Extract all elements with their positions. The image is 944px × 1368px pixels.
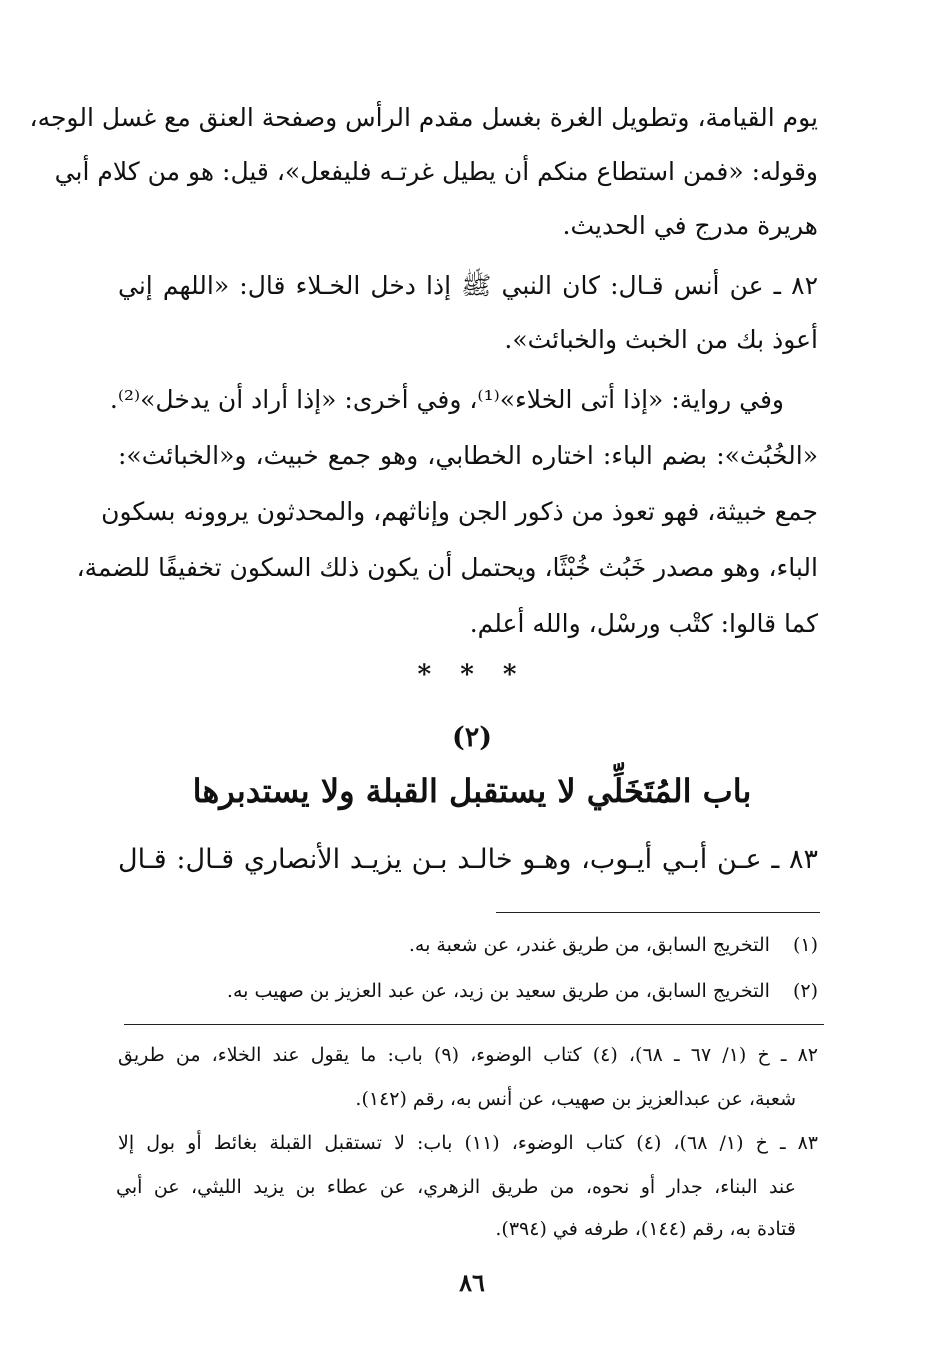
- footnote-1: [118, 930, 818, 962]
- footnote-2: [118, 976, 818, 1008]
- hadith-82-line-1: ٨٢ ـ عن أنس قـال: كان النبي ﷺ إذا دخل الخـلاء قال: «اللهم إني: [118, 271, 818, 300]
- hadith-82-line-2: أعوذ بك من الخبث والخبائث».: [504, 325, 818, 354]
- chapter-title: باب المُتَخَلِّي لا يستقبل القبلة ولا يستدبرها: [192, 772, 752, 810]
- source-82-line-2: شعبة، عن عبدالعزيز بن صهيب، عن أنس به، رقم (١٤٢).: [355, 1088, 796, 1110]
- commentary-line-3: الباء، وهو مصدر خَبُث خُبْثًا، ويحتمل أن يكون ذلك السكون تخفيفًا للضمة،: [76, 553, 818, 582]
- footnote-text: التخريج السابق، من طريق سعيد بن زيد، عن عبد العزيز بن صهيب به.: [226, 980, 770, 1002]
- chapter-number: (٢): [451, 722, 493, 753]
- commentary-line-1: «الخُبُث»: بضم الباء: اختاره الخطابي، وهو جمع خبيث، و«الخبائث»:: [118, 441, 818, 470]
- footnote-number: (١): [792, 934, 818, 956]
- footnote-number: (٢): [792, 980, 818, 1002]
- footnote-rule: [496, 912, 820, 913]
- body-line-2: وقوله: «فمن استطاع منكم أن يطيل غرتـه فليفعل»، قيل: هو من كلام أبي: [54, 157, 818, 186]
- sources-rule: [124, 1024, 824, 1025]
- commentary-line-4: كما قالوا: كتْب ورسْل، والله أعلم.: [469, 609, 818, 638]
- source-82-line-1: ٨٢ ـ خ (١/ ٦٧ ـ ٦٨)، (٤) كتاب الوضوء، (٩) باب: ما يقول عند الخلاء، من طريق: [118, 1044, 818, 1066]
- source-83-line-3: قتادة به، رقم (١٤٤)، طرفه في (٣٩٤).: [495, 1218, 796, 1240]
- page-number: ٨٦: [459, 1268, 485, 1297]
- body-line-1: يوم القيامة، وتطويل الغرة بغسل مقدم الرأس وصفحة العنق مع غسل الوجه،: [29, 103, 818, 132]
- source-83-line-2: عند البناء، جدار أو نحوه، من طريق الزهري، عن عطاء بن يزيد الليثي، عن أبي: [116, 1176, 796, 1198]
- commentary-line-2: جمع خبيثة، فهو تعوذ من ذكور الجن وإناثهم، والمحدثون يروونه بسكون: [101, 497, 818, 526]
- section-separator: * * *: [417, 660, 527, 690]
- footnote-text: التخريج السابق، من طريق غندر، عن شعبة به.: [408, 934, 770, 956]
- riwaya-line: وفي رواية: «إذا أتى الخلاء»⁽¹⁾، وفي أخرى: «إذا أراد أن يدخل»⁽²⁾.: [109, 385, 784, 414]
- source-83-line-1: ٨٣ ـ خ (١/ ٦٨)، (٤) كتاب الوضوء، (١١) باب: لا تستقبل القبلة بغائط أو بول إلا: [118, 1132, 819, 1154]
- body-line-3: هريرة مدرج في الحديث.: [562, 211, 818, 240]
- hadith-83-line-1: ٨٣ ـ عـن أبـي أيـوب، وهـو خالـد بـن يزيـد الأنصاري قـال: قـال: [118, 844, 818, 875]
